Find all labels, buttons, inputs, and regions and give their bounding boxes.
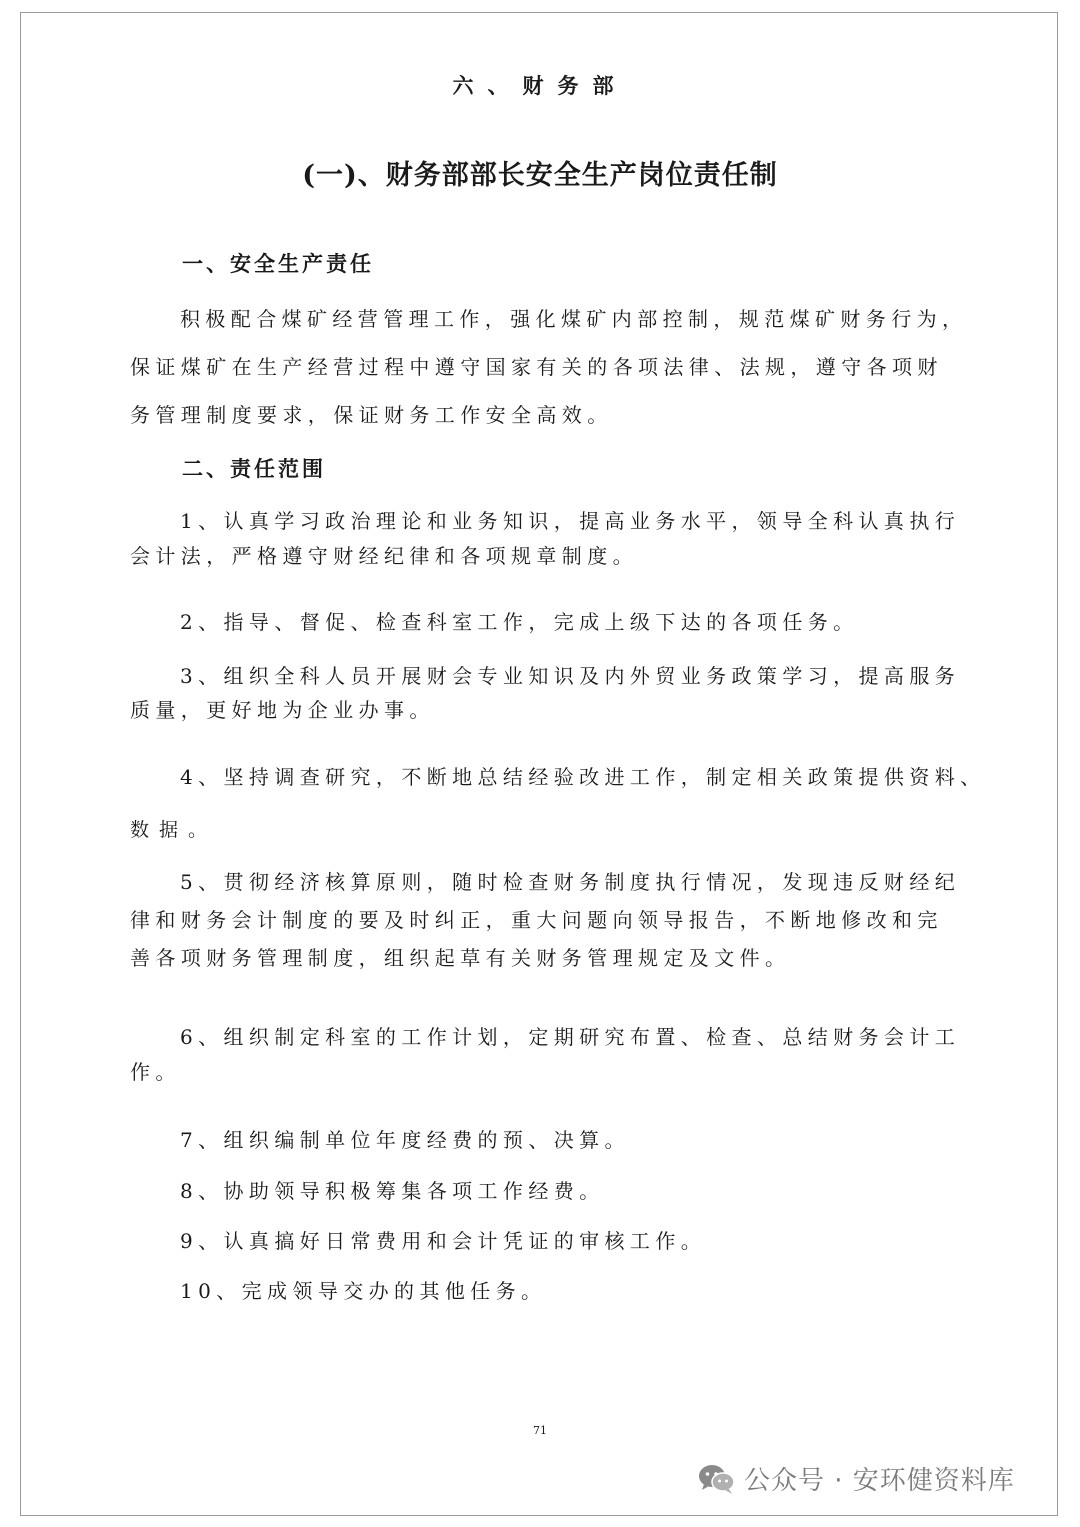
list-item-2-line: 2、指导、督促、检查科室工作，完成上级下达的各项任务。 (180, 610, 859, 634)
list-item-3-line: 3、组织全科人员开展财会专业知识及内外贸业务政策学习，提高服务 (180, 664, 961, 688)
list-item-7-line: 7、组织编制单位年度经费的预、决算。 (180, 1128, 630, 1152)
document-title: (一)、财务部部长安全生产岗位责任制 (302, 160, 778, 191)
page-number: 71 (533, 1424, 547, 1437)
watermark (698, 1460, 1015, 1497)
list-item-10-line: 10、完成领导交办的其他任务。 (180, 1279, 547, 1303)
list-item-4-line: 4、坚持调查研究，不断地总结经验改进工作，制定相关政策提供资料、 (180, 765, 986, 789)
list-item-1-line: 1、认真学习政治理论和业务知识，提高业务水平，领导全科认真执行 (180, 509, 961, 533)
paragraph-line: 务管理制度要求，保证财务工作安全高效。 (130, 403, 613, 427)
section-title: 六、财务部 (452, 73, 628, 98)
list-item-5-line: 律和财务会计制度的要及时纠正，重大问题向领导报告，不断地修改和完 (130, 908, 943, 932)
list-item-9-line: 9、认真搞好日常费用和会计凭证的审核工作。 (180, 1229, 707, 1253)
list-item-6-line: 6、组织制定科室的工作计划，定期研究布置、检查、总结财务会计工 (180, 1025, 961, 1049)
list-item-5-line: 善各项财务管理制度，组织起草有关财务管理规定及文件。 (130, 946, 791, 970)
wechat-icon (698, 1463, 736, 1495)
list-item-1-line: 会计法，严格遵守财经纪律和各项规章制度。 (130, 544, 638, 568)
paragraph-line: 保证煤矿在生产经营过程中遵守国家有关的各项法律、法规，遵守各项财 (130, 355, 943, 379)
list-item-5-line: 5、贯彻经济核算原则，随时检查财务制度执行情况，发现违反财经纪 (180, 870, 961, 894)
watermark-text: 公众号 · 安环健资料库 (744, 1466, 1015, 1496)
section-heading-safety-responsibility: 一、安全生产责任 (182, 251, 374, 276)
list-item-3-line: 质量，更好地为企业办事。 (130, 698, 435, 722)
list-item-4-line: 数据。 (130, 819, 218, 841)
paragraph-line: 积极配合煤矿经营管理工作，强化煤矿内部控制，规范煤矿财务行为， (180, 307, 968, 331)
list-item-8-line: 8、协助领导积极筹集各项工作经费。 (180, 1179, 605, 1203)
list-item-6-line: 作。 (130, 1060, 181, 1084)
section-heading-scope: 二、责任范围 (182, 456, 326, 481)
